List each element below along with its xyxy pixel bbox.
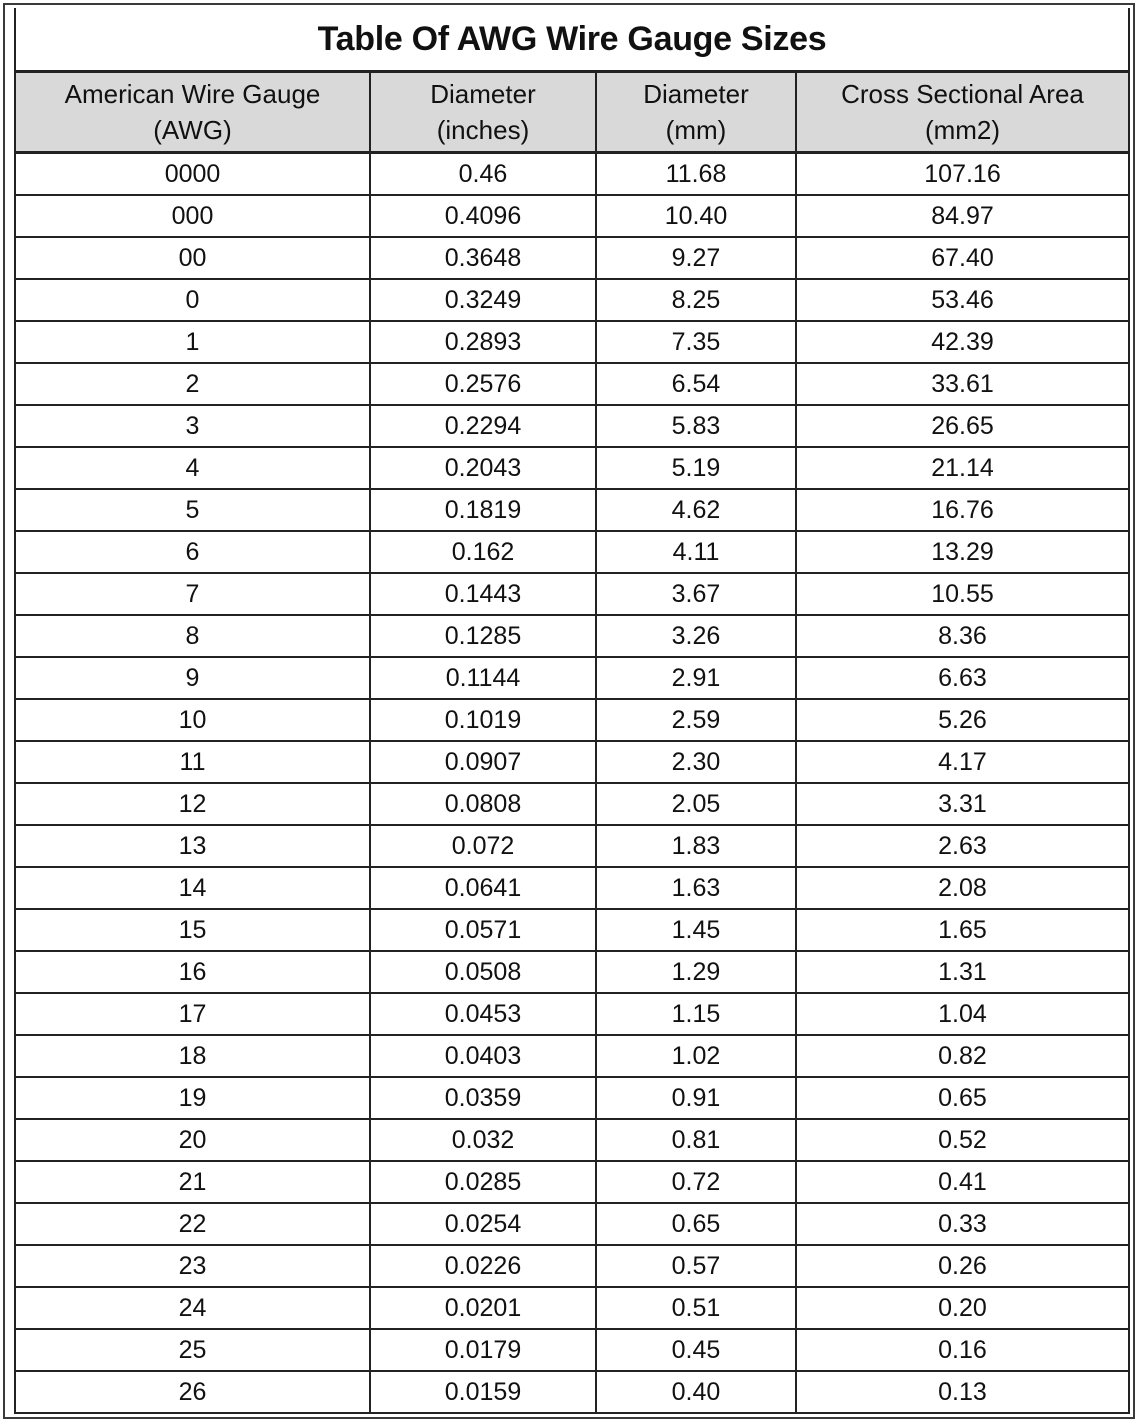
cell-area: 3.31: [796, 783, 1128, 825]
table-row: [16, 783, 1128, 825]
table-row: [16, 615, 1128, 657]
table-title: Table Of AWG Wire Gauge Sizes: [16, 8, 1128, 73]
table-row: [16, 1119, 1128, 1161]
cell-diameter-mm: 1.15: [596, 993, 796, 1035]
header-diameter-inches-line1: Diameter: [430, 79, 536, 109]
table-row: [16, 153, 1128, 196]
cell-awg: 18: [16, 1035, 370, 1077]
cell-awg: 2: [16, 363, 370, 405]
cell-awg: 0000: [16, 153, 370, 196]
cell-area: 0.82: [796, 1035, 1128, 1077]
cell-diameter-mm: 10.40: [596, 195, 796, 237]
cell-area: 8.36: [796, 615, 1128, 657]
cell-awg: 3: [16, 405, 370, 447]
table-row: [16, 867, 1128, 909]
cell-diameter-inches: 0.0571: [370, 909, 596, 951]
cell-awg: 7: [16, 573, 370, 615]
cell-diameter-inches: 0.1019: [370, 699, 596, 741]
cell-diameter-mm: 2.30: [596, 741, 796, 783]
cell-diameter-mm: 3.26: [596, 615, 796, 657]
cell-area: 0.65: [796, 1077, 1128, 1119]
cell-area: 33.61: [796, 363, 1128, 405]
cell-area: 53.46: [796, 279, 1128, 321]
cell-diameter-mm: 2.91: [596, 657, 796, 699]
cell-diameter-inches: 0.0226: [370, 1245, 596, 1287]
table-row: [16, 1245, 1128, 1287]
cell-area: 0.13: [796, 1371, 1128, 1413]
table-row: [16, 447, 1128, 489]
cell-diameter-inches: 0.1819: [370, 489, 596, 531]
table-row: [16, 699, 1128, 741]
cell-diameter-mm: 11.68: [596, 153, 796, 196]
cell-diameter-mm: 8.25: [596, 279, 796, 321]
cell-diameter-mm: 0.57: [596, 1245, 796, 1287]
cell-diameter-mm: 0.91: [596, 1077, 796, 1119]
awg-table-sheet: [14, 8, 1130, 1414]
cell-diameter-inches: 0.0159: [370, 1371, 596, 1413]
cell-awg: 16: [16, 951, 370, 993]
cell-diameter-mm: 0.65: [596, 1203, 796, 1245]
cell-diameter-inches: 0.2893: [370, 321, 596, 363]
table-row: [16, 1077, 1128, 1119]
cell-area: 0.16: [796, 1329, 1128, 1371]
header-awg-line1: American Wire Gauge: [64, 79, 321, 109]
cell-diameter-inches: 0.0453: [370, 993, 596, 1035]
table-row: [16, 825, 1128, 867]
cell-awg: 13: [16, 825, 370, 867]
cell-area: 5.26: [796, 699, 1128, 741]
cell-area: 10.55: [796, 573, 1128, 615]
cell-area: 2.63: [796, 825, 1128, 867]
header-awg-line2: (AWG): [153, 115, 232, 145]
cell-diameter-inches: 0.0285: [370, 1161, 596, 1203]
cell-diameter-mm: 4.62: [596, 489, 796, 531]
cell-diameter-mm: 1.29: [596, 951, 796, 993]
cell-area: 0.41: [796, 1161, 1128, 1203]
cell-diameter-inches: 0.3648: [370, 237, 596, 279]
cell-diameter-mm: 1.45: [596, 909, 796, 951]
cell-area: 21.14: [796, 447, 1128, 489]
table-row: [16, 1371, 1128, 1413]
cell-area: 1.04: [796, 993, 1128, 1035]
cell-area: 2.08: [796, 867, 1128, 909]
cell-diameter-inches: 0.072: [370, 825, 596, 867]
cell-awg: 9: [16, 657, 370, 699]
cell-diameter-inches: 0.0359: [370, 1077, 596, 1119]
cell-awg: 23: [16, 1245, 370, 1287]
cell-area: 0.33: [796, 1203, 1128, 1245]
cell-diameter-inches: 0.0403: [370, 1035, 596, 1077]
cell-diameter-mm: 0.51: [596, 1287, 796, 1329]
cell-awg: 5: [16, 489, 370, 531]
cell-diameter-inches: 0.1144: [370, 657, 596, 699]
cell-diameter-mm: 4.11: [596, 531, 796, 573]
cell-diameter-mm: 2.59: [596, 699, 796, 741]
table-row: [16, 1329, 1128, 1371]
cell-diameter-inches: 0.0808: [370, 783, 596, 825]
cell-diameter-inches: 0.0254: [370, 1203, 596, 1245]
cell-area: 1.65: [796, 909, 1128, 951]
cell-awg: 25: [16, 1329, 370, 1371]
cell-area: 0.26: [796, 1245, 1128, 1287]
table-row: [16, 279, 1128, 321]
header-area-line2: (mm2): [924, 115, 1001, 145]
cell-diameter-inches: 0.0179: [370, 1329, 596, 1371]
cell-area: 26.65: [796, 405, 1128, 447]
cell-diameter-inches: 0.4096: [370, 195, 596, 237]
cell-diameter-mm: 0.81: [596, 1119, 796, 1161]
header-diameter-inches-line2: (inches): [436, 115, 530, 145]
cell-diameter-inches: 0.46: [370, 153, 596, 196]
cell-area: 16.76: [796, 489, 1128, 531]
table-row: [16, 573, 1128, 615]
cell-area: 0.52: [796, 1119, 1128, 1161]
table-row: [16, 489, 1128, 531]
cell-area: 6.63: [796, 657, 1128, 699]
table-row: [16, 1161, 1128, 1203]
cell-diameter-mm: 1.02: [596, 1035, 796, 1077]
cell-diameter-mm: 1.83: [596, 825, 796, 867]
header-awg: [16, 73, 370, 153]
cell-area: 0.20: [796, 1287, 1128, 1329]
cell-diameter-inches: 0.3249: [370, 279, 596, 321]
cell-awg: 21: [16, 1161, 370, 1203]
cell-diameter-mm: 0.45: [596, 1329, 796, 1371]
cell-diameter-inches: 0.1285: [370, 615, 596, 657]
cell-diameter-inches: 0.032: [370, 1119, 596, 1161]
table-row: [16, 1203, 1128, 1245]
cell-diameter-mm: 7.35: [596, 321, 796, 363]
cell-awg: 15: [16, 909, 370, 951]
header-diameter-mm-line2: (mm): [665, 115, 727, 145]
cell-area: 67.40: [796, 237, 1128, 279]
table-row: [16, 909, 1128, 951]
table-row: [16, 741, 1128, 783]
cell-area: 13.29: [796, 531, 1128, 573]
cell-awg: 17: [16, 993, 370, 1035]
cell-diameter-inches: 0.0907: [370, 741, 596, 783]
cell-diameter-mm: 2.05: [596, 783, 796, 825]
cell-awg: 19: [16, 1077, 370, 1119]
cell-diameter-mm: 0.72: [596, 1161, 796, 1203]
cell-awg: 26: [16, 1371, 370, 1413]
cell-diameter-inches: 0.0641: [370, 867, 596, 909]
header-diameter-inches: [370, 73, 596, 153]
cell-awg: 000: [16, 195, 370, 237]
cell-diameter-mm: 6.54: [596, 363, 796, 405]
cell-awg: 4: [16, 447, 370, 489]
cell-area: 4.17: [796, 741, 1128, 783]
cell-awg: 10: [16, 699, 370, 741]
cell-diameter-inches: 0.0508: [370, 951, 596, 993]
cell-awg: 1: [16, 321, 370, 363]
awg-table: [16, 73, 1128, 1414]
cell-diameter-inches: 0.2576: [370, 363, 596, 405]
cell-awg: 8: [16, 615, 370, 657]
cell-awg: 6: [16, 531, 370, 573]
cell-awg: 22: [16, 1203, 370, 1245]
cell-diameter-inches: 0.162: [370, 531, 596, 573]
table-row: [16, 531, 1128, 573]
table-row: [16, 993, 1128, 1035]
header-diameter-mm: [596, 73, 796, 153]
cell-awg: 14: [16, 867, 370, 909]
table-row: [16, 237, 1128, 279]
cell-area: 84.97: [796, 195, 1128, 237]
table-row: [16, 405, 1128, 447]
table-row: [16, 1035, 1128, 1077]
cell-diameter-mm: 0.40: [596, 1371, 796, 1413]
table-row: [16, 195, 1128, 237]
cell-diameter-mm: 9.27: [596, 237, 796, 279]
cell-awg: 0: [16, 279, 370, 321]
cell-awg: 24: [16, 1287, 370, 1329]
table-row: [16, 657, 1128, 699]
cell-diameter-inches: 0.1443: [370, 573, 596, 615]
table-row: [16, 951, 1128, 993]
cell-area: 42.39: [796, 321, 1128, 363]
cell-diameter-inches: 0.2294: [370, 405, 596, 447]
header-row: [16, 73, 1128, 153]
cell-diameter-mm: 3.67: [596, 573, 796, 615]
cell-area: 1.31: [796, 951, 1128, 993]
cell-diameter-inches: 0.2043: [370, 447, 596, 489]
header-cross-sectional-area: [796, 73, 1128, 153]
cell-awg: 11: [16, 741, 370, 783]
header-area-line1: Cross Sectional Area: [841, 79, 1084, 109]
cell-awg: 20: [16, 1119, 370, 1161]
cell-awg: 00: [16, 237, 370, 279]
cell-diameter-mm: 1.63: [596, 867, 796, 909]
cell-diameter-mm: 5.19: [596, 447, 796, 489]
table-row: [16, 363, 1128, 405]
cell-area: 107.16: [796, 153, 1128, 196]
table-row: [16, 1287, 1128, 1329]
cell-diameter-inches: 0.0201: [370, 1287, 596, 1329]
table-row: [16, 321, 1128, 363]
cell-diameter-mm: 5.83: [596, 405, 796, 447]
header-diameter-mm-line1: Diameter: [643, 79, 749, 109]
table-body: [16, 153, 1128, 1414]
cell-awg: 12: [16, 783, 370, 825]
